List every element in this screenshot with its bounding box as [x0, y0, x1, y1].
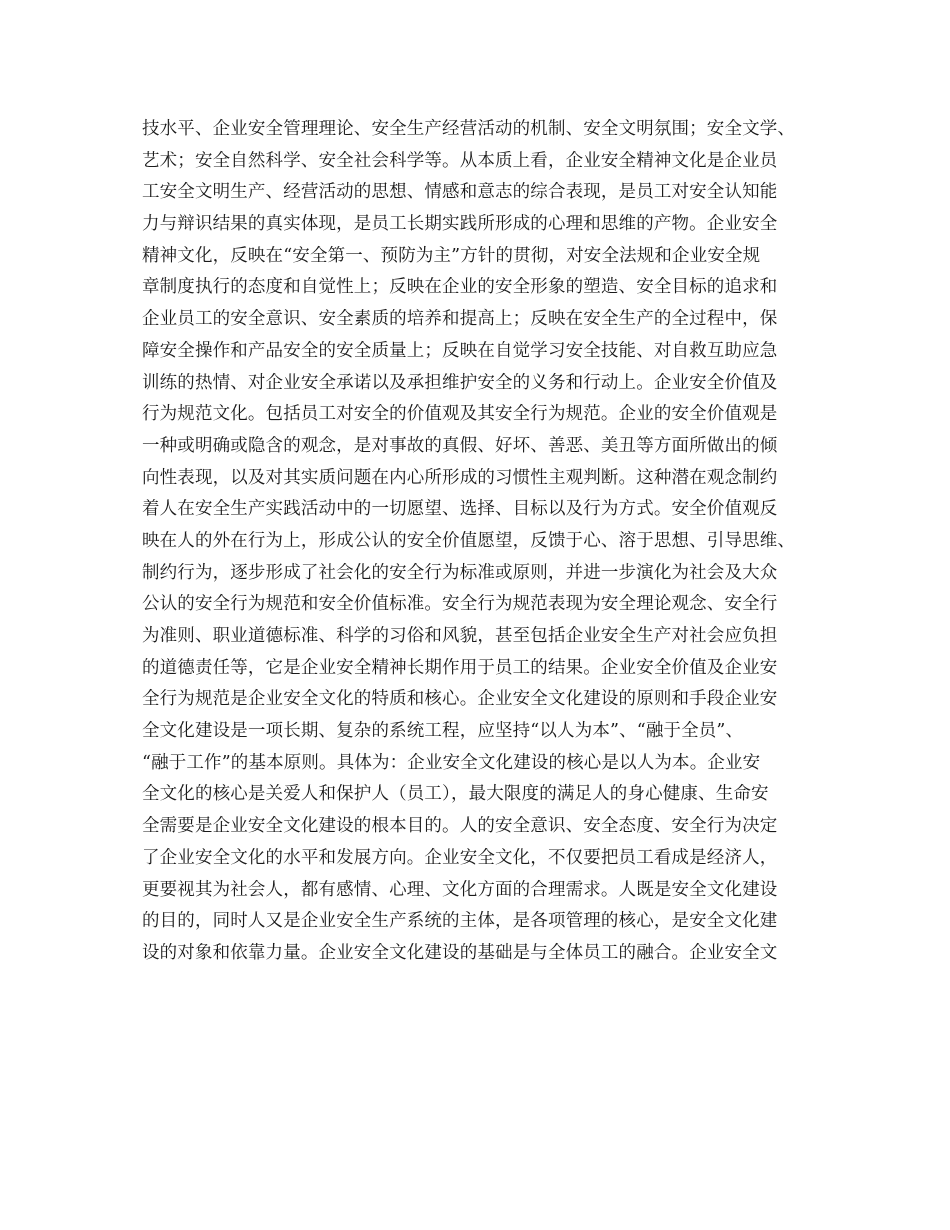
text-line: 力与辩识结果的真实体现，是员工长期实践所形成的心理和思维的产物。企业安全 — [142, 214, 778, 235]
text-line: “融于工作”的基本原则。具体为：企业安全文化建设的核心是以人为本。企业安 — [142, 752, 761, 773]
text-line: 为准则、职业道德标准、科学的习俗和风貌，甚至包括企业安全生产对社会应负担 — [142, 626, 778, 646]
text-line: 工安全文明生产、经营活动的思想、情感和意志的综合表现，是员工对安全认知能 — [142, 182, 778, 203]
text-line: 企业员工的安全意识、安全素质的培养和提高上；反映在安全生产的全过程中，保 — [142, 309, 778, 330]
text-line: 训练的热情、对企业安全承诺以及承担维护安全的义务和行动上。企业安全价值及 — [142, 372, 778, 393]
text-line: 全文化的核心是关爱人和保护人（员工），最大限度的满足人的身心健康、生命安 — [142, 784, 769, 805]
text-line: 精神文化，反映在“安全第一、预防为主”方针的贯彻，对安全法规和企业安全规 — [142, 245, 761, 266]
text-line: 技水平、企业安全管理理论、安全生产经营活动的机制、安全文明氛围；安全文学、 — [142, 119, 796, 139]
text-line: 全行为规范是企业安全文化的特质和核心。企业安全文化建设的原则和手段企业安 — [142, 689, 778, 710]
text-line: 设的对象和依靠力量。企业安全文化建设的基础是与全体员工的融合。企业安全文 — [142, 942, 778, 963]
text-line: 的目的，同时人又是企业安全生产系统的主体，是各项管理的核心，是安全文化建 — [142, 911, 778, 932]
text-line: 了企业安全文化的水平和发展方向。企业安全文化，不仅要把员工看成是经济人， — [142, 847, 778, 868]
text-line: 行为规范文化。包括员工对安全的价值观及其安全行为规范。企业的安全价值观是 — [142, 404, 778, 425]
text-line: 艺术；安全自然科学、安全社会科学等。从本质上看，企业安全精神文化是企业员 — [142, 150, 778, 171]
text-line: 一种或明确或隐含的观念，是对事故的真假、好坏、善恶、美丑等方面所做出的倾 — [142, 435, 778, 456]
text-line: 映在人的外在行为上，形成公认的安全价值愿望，反馈于心、溶于思想、引导思维、 — [142, 530, 796, 551]
text-line: 全需要是企业安全文化建设的根本目的。人的安全意识、安全态度、安全行为决定 — [142, 816, 778, 837]
body-text — [142, 114, 822, 970]
text-line: 制约行为，逐步形成了社会化的安全行为标准或原则，并进一步演化为社会及大众 — [142, 562, 778, 583]
text-line: 全文化建设是一项长期、复杂的系统工程，应坚持“以人为本”、“融于全员”、 — [142, 721, 744, 742]
text-line: 章制度执行的态度和自觉性上；反映在企业的安全形象的塑造、安全目标的追求和 — [142, 277, 778, 298]
text-line: 向性表现，以及对其实质问题在内心所形成的习惯性主观判断。这种潜在观念制约 — [142, 467, 778, 488]
text-line: 更要视其为社会人，都有感情、心理、文化方面的合理需求。人既是安全文化建设 — [142, 879, 778, 900]
text-line: 着人在安全生产实践活动中的一切愿望、选择、目标以及行为方式。安全价值观反 — [142, 499, 778, 520]
text-line: 障安全操作和产品安全的安全质量上；反映在自觉学习安全技能、对自救互助应急 — [142, 340, 778, 361]
text-line: 的道德责任等，它是企业安全精神长期作用于员工的结果。企业安全价值及企业安 — [142, 657, 778, 678]
text-line: 公认的安全行为规范和安全价值标准。安全行为规范表现为安全理论观念、安全行 — [142, 594, 778, 615]
